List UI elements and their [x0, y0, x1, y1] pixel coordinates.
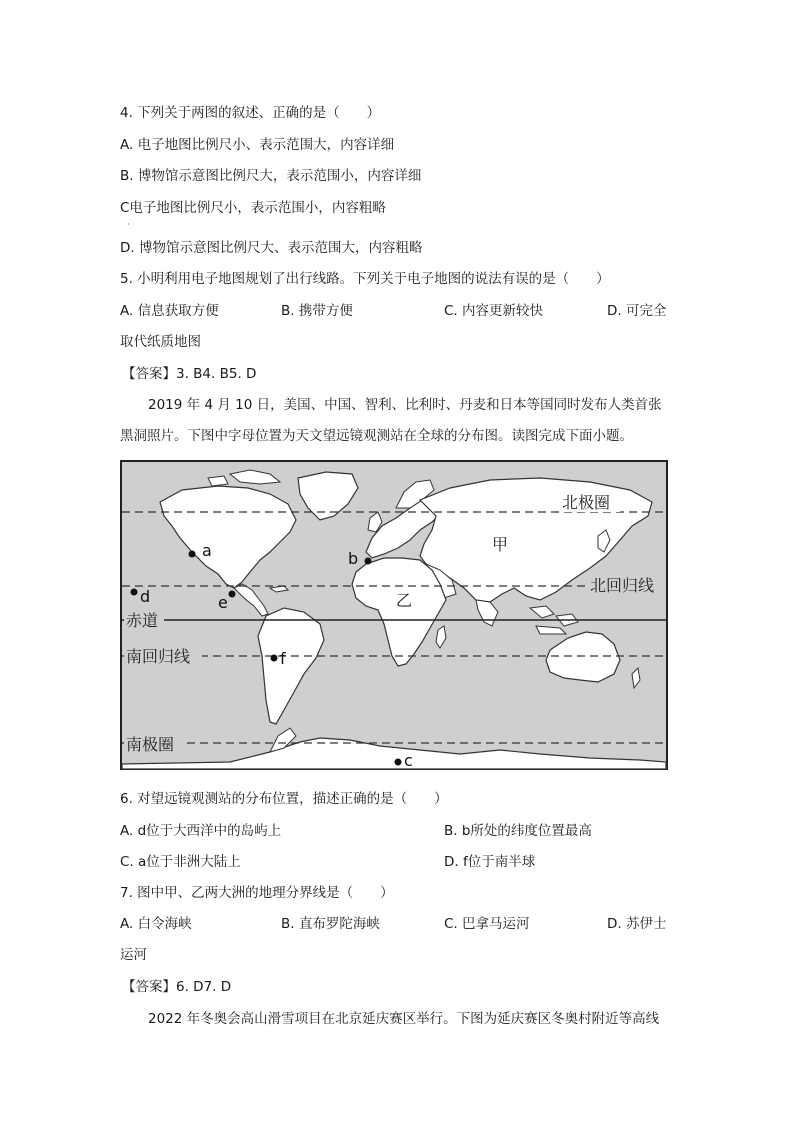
q7-option-c: C. 巴拿马运河	[444, 916, 530, 932]
continent-yi-label: 乙	[396, 591, 413, 610]
station-c-label: c	[404, 751, 413, 770]
q7-option-a: A. 白令海峡	[120, 916, 192, 932]
q5-option-d: D. 可完全	[607, 303, 667, 319]
q6-option-b: B. b所处的纬度位置最高	[444, 823, 592, 839]
answer-3-5: 【答案】3. B4. B5. D	[122, 366, 257, 382]
q4-option-a: A. 电子地图比例尺小、表示范围大，内容详细	[120, 137, 395, 153]
answer-6-7: 【答案】6. D7. D	[122, 979, 232, 995]
q6-stem: 6. 对望远镜观测站的分布位置，描述正确的是（ ）	[120, 791, 448, 807]
station-d-dot	[131, 589, 138, 596]
q5-option-c: C. 内容更新较快	[444, 303, 544, 319]
q7-option-b: B. 直布罗陀海峡	[281, 916, 380, 932]
q6-option-d: D. f位于南半球	[444, 854, 536, 870]
q5-option-a: A. 信息获取方便	[120, 303, 219, 319]
world-map	[120, 460, 668, 770]
q4-option-d: D. 博物馆示意图比例尺大、表示范围大，内容粗略	[120, 240, 423, 256]
q7-option-d-continued: 运河	[120, 947, 147, 963]
q4-option-c: C电子地图比例尺小，表示范围小，内容粗略	[120, 200, 386, 216]
q4-stem: 4. 下列关于两图的叙述、正确的是（ ）	[120, 105, 381, 121]
station-e-dot	[229, 591, 236, 598]
station-a-dot	[189, 551, 196, 558]
equator-label: 赤道	[126, 611, 159, 630]
q5-stem: 5. 小明利用电子地图规划了出行线路。下列关于电子地图的说法有误的是（ ）	[120, 271, 610, 287]
tail-line-1: 2022 年冬奥会高山滑雪项目在北京延庆赛区举行。下图为延庆赛区冬奥村附近等高线	[148, 1011, 660, 1027]
station-b-dot	[365, 558, 372, 565]
station-d-label: d	[140, 587, 151, 606]
q6-option-c: C. a位于非洲大陆上	[120, 854, 241, 870]
tropic-of-capricorn-label: 南回归线	[126, 647, 191, 666]
q7-option-d: D. 苏伊士	[607, 916, 667, 932]
q4-option-b: B. 博物馆示意图比例尺大，表示范围小，内容详细	[120, 168, 422, 184]
q5-option-d-continued: 取代纸质地图	[120, 334, 201, 350]
arctic-circle-label: 北极圈	[562, 493, 611, 512]
q7-stem: 7. 图中甲、乙两大洲的地理分界线是（ ）	[120, 885, 394, 901]
station-b-label: b	[348, 549, 359, 568]
intro-line-1: 2019 年 4 月 10 日，美国、中国、智利、比利时、丹麦和日本等国同时发布人类首张	[148, 397, 662, 413]
station-f-dot	[271, 655, 278, 662]
stray-dot: ·	[127, 220, 130, 229]
station-c-dot	[395, 759, 402, 766]
tropic-of-cancer-label: 北回归线	[590, 576, 655, 595]
antarctic-circle-label: 南极圈	[126, 735, 175, 754]
station-a-label: a	[202, 541, 212, 560]
q6-option-a: A. d位于大西洋中的岛屿上	[120, 823, 282, 839]
station-f-label: f	[280, 649, 286, 668]
q5-option-b: B. 携带方便	[281, 303, 353, 319]
continent-jia-label: 甲	[492, 535, 509, 554]
intro-line-2: 黑洞照片。下图中字母位置为天文望远镜观测站在全球的分布图。读图完成下面小题。	[120, 428, 633, 444]
station-e-label: e	[218, 593, 228, 612]
